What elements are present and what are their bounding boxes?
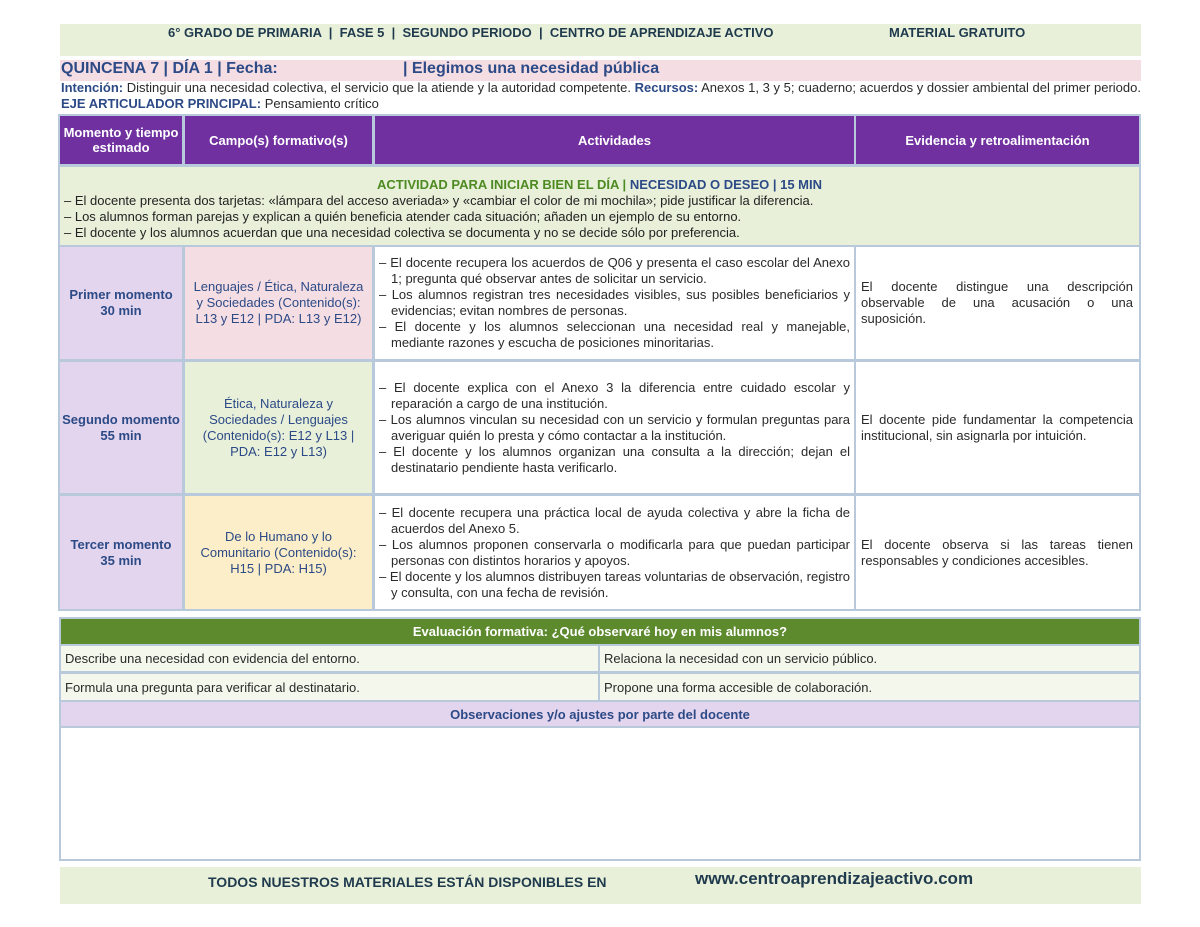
activities-3 [375, 496, 854, 609]
session-title: QUINCENA 7 | DÍA 1 | Fecha: [61, 60, 278, 77]
observations-title: Observaciones y/o ajustes por parte del docente [61, 702, 1139, 726]
activities-1 [375, 247, 854, 359]
activities-2 [375, 362, 854, 493]
resources-label: Recursos: [634, 80, 699, 95]
header-evidence: Evidencia y retroalimentación [856, 116, 1139, 164]
lesson-title: | Elegimos una necesidad pública [403, 60, 660, 77]
observations-area[interactable] [61, 728, 1139, 859]
website-link[interactable]: www.centroaprendizajeactivo.com [695, 869, 974, 888]
warmup-title-green: ACTIVIDAD PARA INICIAR BIEN EL DÍA | [376, 177, 627, 192]
grade-info: 6° GRADO DE PRIMARIA | FASE 5 | SEGUNDO PERIODO | CENTRO DE APRENDIZAJE ACTIVO [168, 25, 774, 40]
activity-item: – El docente y los alumnos distribuyen tareas voluntarias de observación, registro y consulta, con una fecha de revisión. [379, 568, 850, 600]
free-material-label: MATERIAL GRATUITO [889, 25, 1026, 40]
campo-3: De lo Humano y lo Comunitario (Contenido(s): H15 | PDA: H15) [185, 496, 372, 609]
resources-text: Anexos 1, 3 y 5; cuaderno; acuerdos y dossier ambiental del primer periodo. [701, 80, 1141, 95]
campo-2: Ética, Naturaleza y Sociedades / Lenguajes (Contenido(s): E12 y L13 | PDA: E12 y L13) [185, 362, 372, 493]
axis-text: Pensamiento crítico [264, 96, 379, 111]
warmup-item: – Los alumnos forman parejas y explican a quién beneficia atender cada situación; añaden un ejemplo de su entorno. [64, 209, 742, 224]
evaluation-title: Evaluación formativa: ¿Qué observaré hoy en mis alumnos? [61, 619, 1139, 644]
moment-1: Primer momento 30 min [60, 247, 182, 359]
evaluation-item: Relaciona la necesidad con un servicio público. [600, 646, 1139, 671]
evaluation-item: Propone una forma accesible de colaboración. [600, 674, 1139, 700]
warmup-item: – El docente y los alumnos acuerdan que una necesidad colectiva se documenta y no se decide sólo por preferencia. [64, 225, 740, 240]
activity-item: – El docente explica con el Anexo 3 la diferencia entre cuidado escolar y reparación a cargo de una institución. [379, 379, 850, 411]
header-activities: Actividades [375, 116, 854, 164]
warmup-activity [60, 167, 1139, 245]
evaluation-item: Describe una necesidad con evidencia del entorno. [61, 646, 598, 671]
intent-text: Distinguir una necesidad colectiva, el servicio que la atiende y la autoridad competente. [126, 80, 631, 95]
activity-item: – Los alumnos vinculan su necesidad con un servicio y formulan preguntas para averiguar quién lo presta y cómo contactar a la institución. [379, 411, 850, 443]
activity-item: – El docente y los alumnos seleccionan una necesidad real y manejable, mediante razones y escucha de posiciones minoritarias. [379, 319, 850, 350]
campo-1: Lenguajes / Ética, Naturaleza y Sociedades (Contenido(s): L13 y E12 | PDA: L13 y E12) [185, 247, 372, 359]
activity-item: – Los alumnos registran tres necesidades visibles, sus posibles beneficiarios y evidencias; evitan nombres de personas. [379, 287, 850, 318]
footer-bar [60, 867, 1141, 904]
evidence-3: El docente observa si las tareas tienen responsables y condiciones accesibles. [856, 496, 1139, 609]
warmup-item: – El docente presenta dos tarjetas: «lámpara del acceso averiada» y «cambiar el color de mi mochila»; pide justificar la diferencia. [64, 193, 814, 208]
header-campo: Campo(s) formativo(s) [185, 116, 372, 164]
evidence-1: El docente distingue una descripción observable de una acusación o una suposición. [856, 247, 1139, 359]
top-header-bar [60, 24, 1141, 56]
activity-item: – El docente y los alumnos organizan una consulta a la dirección; dejan el destinatario pendiente hasta verificarlo. [379, 443, 850, 475]
warmup-title-blue: NECESIDAD O DESEO | 15 MIN [629, 177, 822, 192]
warmup-title [64, 177, 1135, 193]
axis-label: EJE ARTICULADOR PRINCIPAL: [61, 96, 262, 111]
activity-item: – El docente recupera una práctica local de ayuda colectiva y abre la ficha de acuerdos del Anexo 5. [379, 504, 850, 536]
footer-text: TODOS NUESTROS MATERIALES ESTÁN DISPONIBLES EN [208, 874, 607, 890]
moment-3: Tercer momento 35 min [60, 496, 182, 609]
moment-2: Segundo momento 55 min [60, 362, 182, 493]
intent-paragraph [61, 80, 1141, 112]
intent-label: Intención: [61, 80, 124, 95]
evidence-2: El docente pide fundamentar la competencia institucional, sin asignarla por intuición. [856, 362, 1139, 493]
header-moment: Momento y tiempo estimado [60, 116, 182, 164]
evaluation-item: Formula una pregunta para verificar al destinatario. [61, 674, 598, 700]
activity-item: – El docente recupera los acuerdos de Q06 y presenta el caso escolar del Anexo 1; pregunta qué observar antes de solicitar un servicio. [379, 255, 850, 286]
activity-item: – Los alumnos proponen conservarla o modificarla para que puedan participar personas con distintos horarios y apoyos. [379, 536, 850, 568]
